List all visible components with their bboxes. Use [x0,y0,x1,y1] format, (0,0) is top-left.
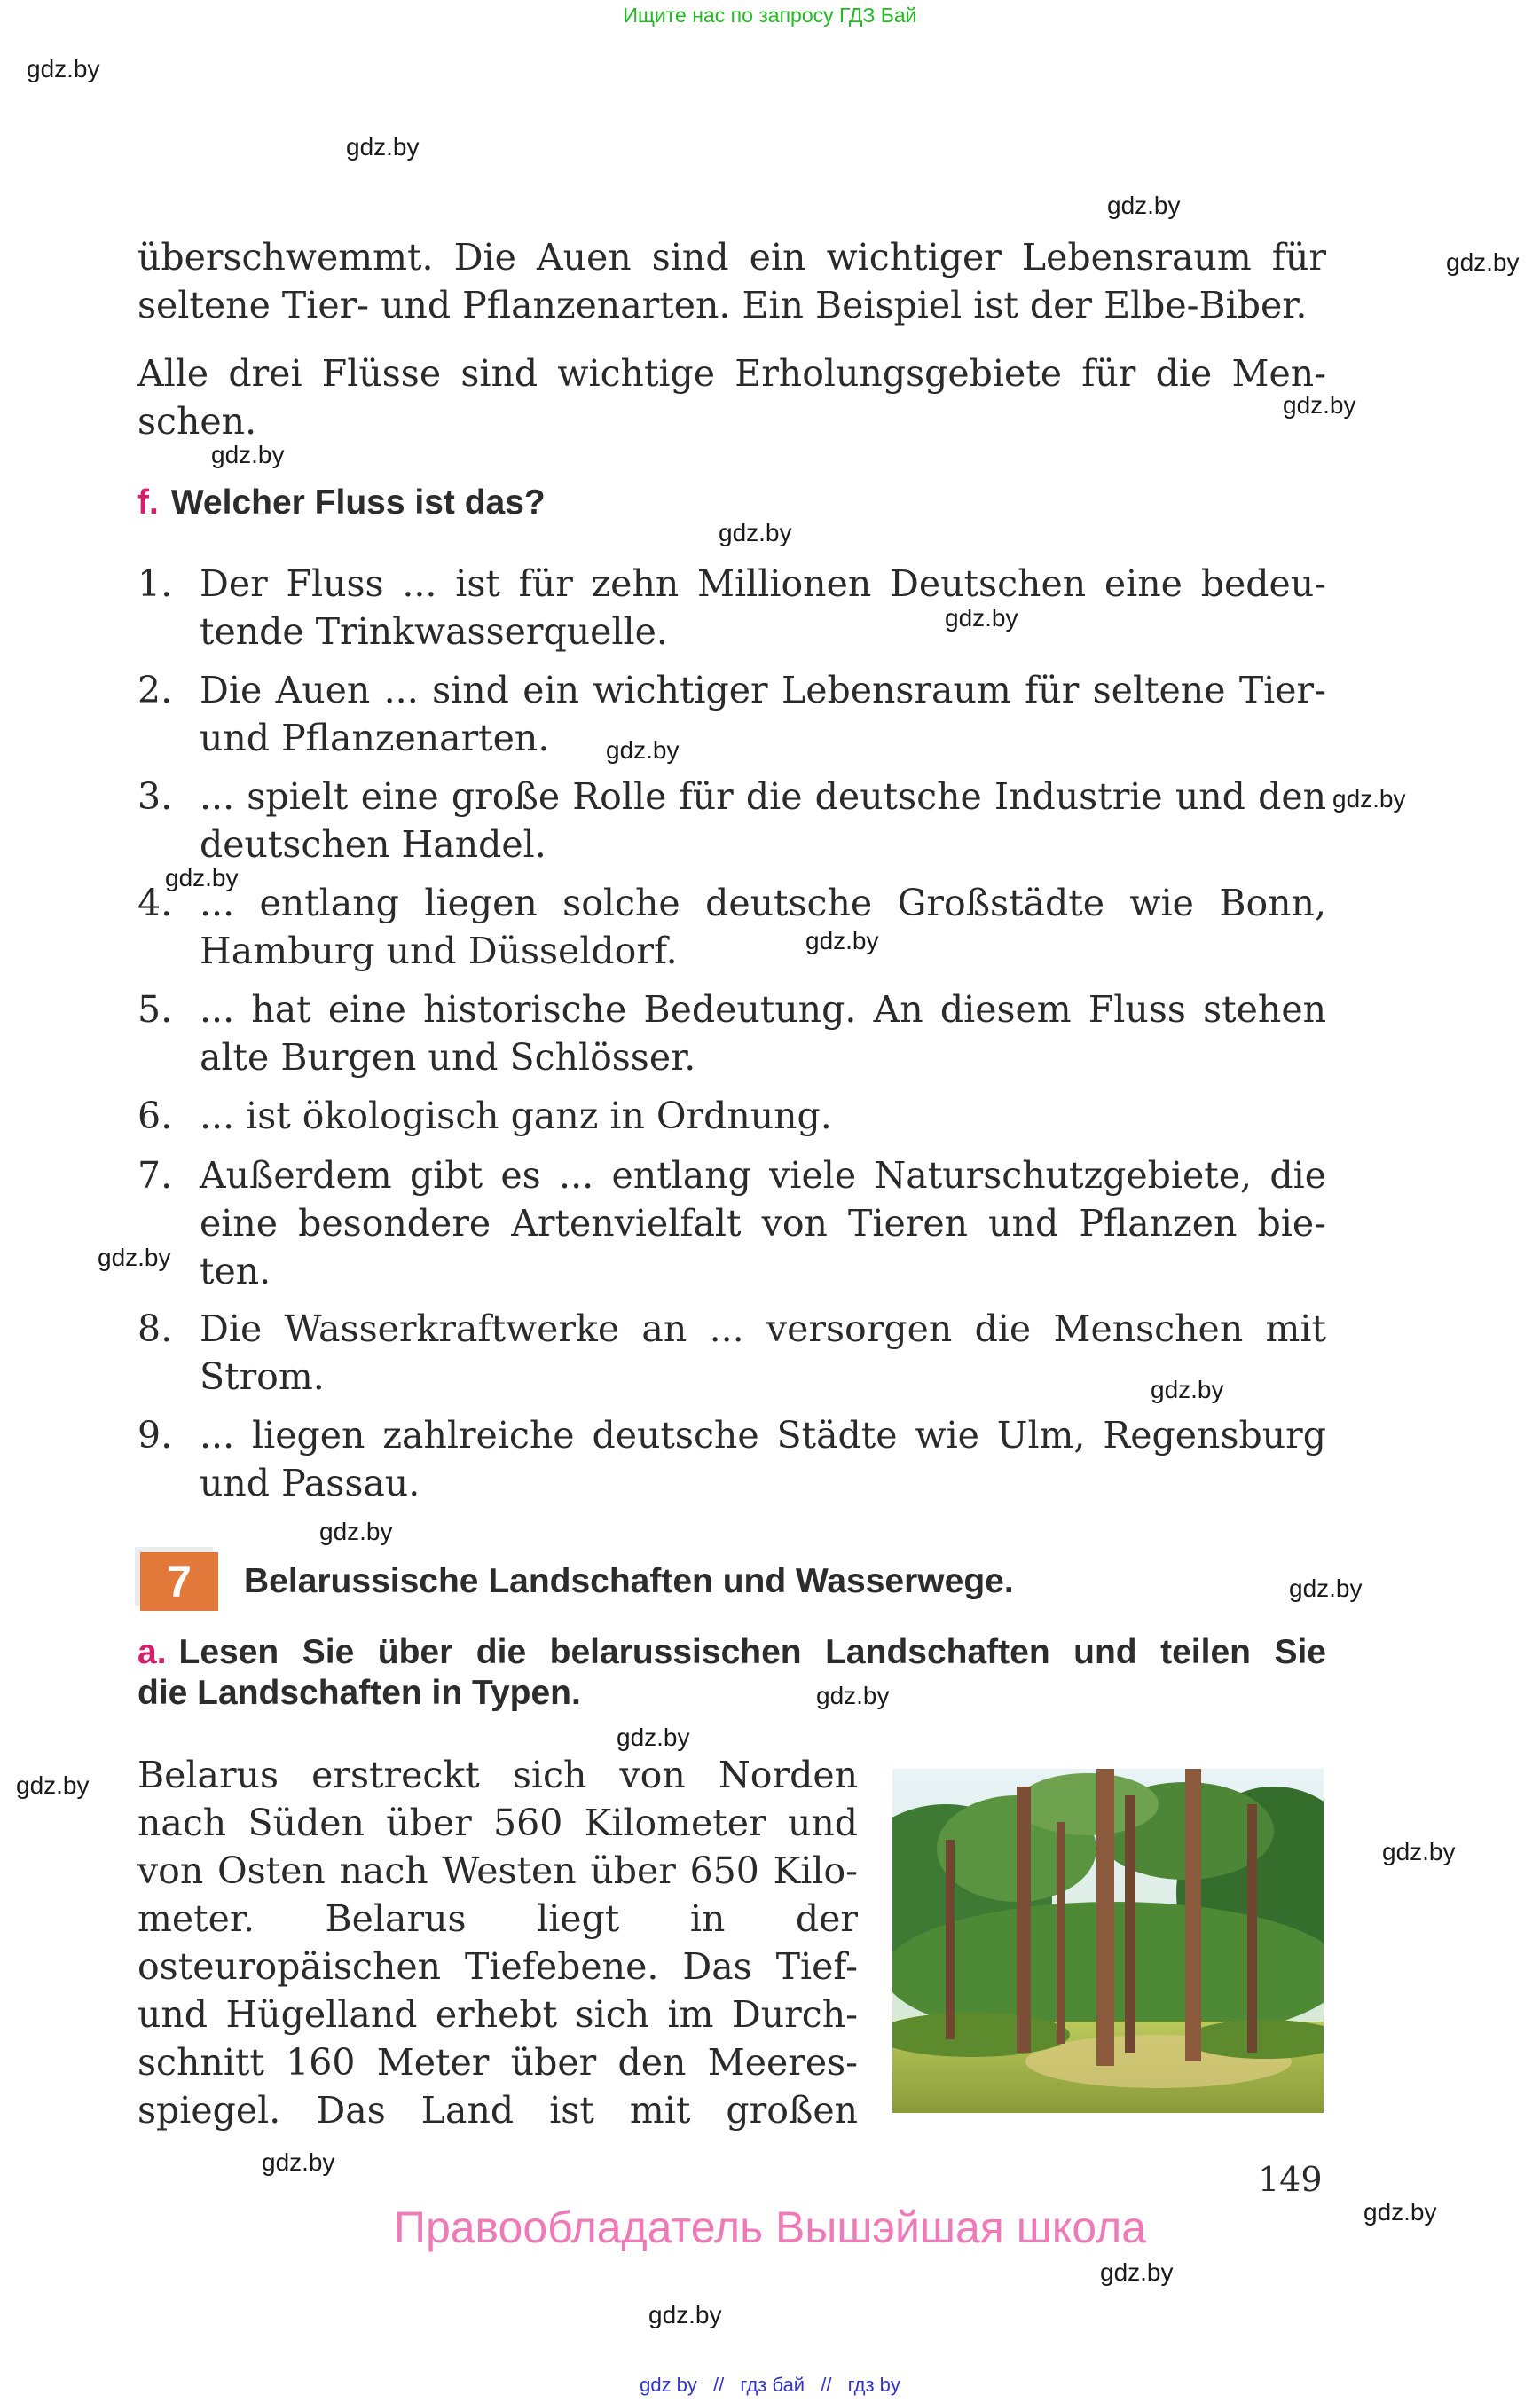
text-line: ten. [200,1250,271,1292]
link-separator: // [713,2374,725,2396]
task-a-text: Lesen Sie über die belarussischen Landschaften und teilen Sie [178,1633,1326,1671]
watermark: gdz.by [617,1724,690,1751]
text-line: deutschen Handel. [200,823,546,866]
text-line: seltene Tier- und Pflanzenarten. Ein Beispiel ist der Elbe-Biber. [138,284,1308,326]
task-title: Welcher Fluss ist das? [170,483,546,522]
text-line: nach Süden über 560 Kilometer und [138,1802,858,1844]
watermark: gdz.by [1382,1838,1456,1865]
text-line: eine besondere Artenvielfalt von Tieren und Pflanzen bie- [200,1202,1326,1245]
watermark: gdz.by [16,1771,90,1799]
task-a-line-2: die Landschaften in Typen. [138,1674,581,1712]
list-number: 4. [138,882,173,924]
copyright-owner: Правообладатель Вышэйшая школа [394,2203,1146,2252]
text-line: Alle drei Flüsse sind wichtige Erholungsgebiete für die Men- [138,352,1326,395]
watermark: gdz.by [1332,785,1406,813]
list-number: 9. [138,1414,173,1457]
list-number: 6. [138,1095,173,1137]
bottom-links [0,2374,1540,2397]
watermark: gdz.by [1107,192,1181,219]
text-line: und Hügelland erhebt sich im Durch- [138,1993,858,2036]
bottom-link[interactable]: gdz by [640,2374,697,2396]
list-number: 1. [138,562,173,605]
list-number: 5. [138,988,173,1031]
watermark: gdz.by [165,864,239,891]
watermark: gdz.by [98,1244,171,1271]
watermark: gdz.by [1283,391,1356,419]
text-line: ... hat eine historische Bedeutung. An diesem Fluss stehen [200,988,1326,1031]
belarus-paragraph [138,1751,858,2134]
text-line: osteuropäischen Tiefebene. Das Tief- [138,1945,858,1988]
watermark: gdz.by [945,604,1018,632]
text-line: Die Auen ... sind ein wichtiger Lebensraum für seltene Tier- [200,669,1326,711]
watermark: gdz.by [346,133,420,161]
text-line: Strom. [200,1355,325,1398]
bottom-link[interactable]: гдз бай [740,2374,805,2396]
text-line: alte Burgen und Schlösser. [200,1036,696,1079]
text-line: von Osten nach Westen über 650 Kilo- [138,1849,858,1892]
watermark: gdz.by [262,2148,335,2176]
forest-illustration [892,1769,1324,2113]
section-title: Belarussische Landschaften und Wasserwege. [244,1562,1014,1600]
watermark: gdz.by [1100,2258,1174,2286]
text-line: und Pflanzenarten. [200,717,550,759]
text-line: Hamburg und Düsseldorf. [200,930,678,972]
watermark: gdz.by [1363,2198,1437,2226]
text-line: ... spielt eine große Rolle für die deutsche Industrie und den [200,775,1326,818]
watermark: gdz.by [319,1518,393,1545]
watermark: gdz.by [719,519,792,546]
watermark: gdz.by [211,441,285,468]
list-number: 3. [138,775,173,818]
watermark: gdz.by [805,927,879,954]
text-line: spiegel. Das Land ist mit großen [138,2089,858,2132]
text-line: überschwemmt. Die Auen sind ein wichtiger Lebensraum für [138,236,1326,279]
text-line: und Passau. [200,1462,420,1504]
list-number: 8. [138,1308,173,1350]
watermark: gdz.by [1289,1575,1363,1602]
text-line: ... liegen zahlreiche deutsche Städte wie Ulm, Regensburg [200,1414,1326,1457]
text-line: Belarus erstreckt sich von Norden [138,1754,858,1796]
page-number: 149 [1258,2160,1323,2199]
text-line: ... entlang liegen solche deutsche Großstädte wie Bonn, [200,882,1326,924]
task-a-heading [138,1632,1326,1714]
section-number-badge: 7 [140,1552,218,1611]
task-letter: a. [138,1633,167,1671]
watermark: gdz.by [816,1682,890,1709]
task-f-heading [138,483,546,522]
text-line: ... ist ökologisch ganz in Ordnung. [200,1095,832,1137]
text-line: meter. Belarus liegt in der [138,1897,858,1940]
top-banner[interactable]: Ищите нас по запросу ГДЗ Бай [623,4,917,27]
bottom-link[interactable]: гдз by [847,2374,900,2396]
list-number: 2. [138,669,173,711]
forest-photo [892,1769,1324,2113]
text-line: Der Fluss ... ist für zehn Millionen Deutschen eine bedeu- [200,562,1326,605]
intro-paragraph-1 [138,233,1326,329]
text-line: tende Trinkwasserquelle. [200,610,668,653]
text-line: Die Wasserkraftwerke an ... versorgen die Menschen mit [200,1308,1326,1350]
text-line: Außerdem gibt es ... entlang viele Naturschutzgebiete, die [200,1154,1326,1197]
watermark: gdz.by [27,55,100,82]
watermark: gdz.by [648,2301,722,2328]
text-line: schnitt 160 Meter über den Meeres- [138,2041,858,2084]
watermark: gdz.by [1151,1376,1224,1403]
task-letter: f. [138,483,159,522]
watermark: gdz.by [606,736,680,764]
intro-paragraph-2 [138,349,1326,445]
text-line: schen. [138,400,257,443]
watermark: gdz.by [1446,248,1520,276]
link-separator: // [821,2374,832,2396]
task-a-line [138,1632,1326,1673]
list-number: 7. [138,1154,173,1197]
